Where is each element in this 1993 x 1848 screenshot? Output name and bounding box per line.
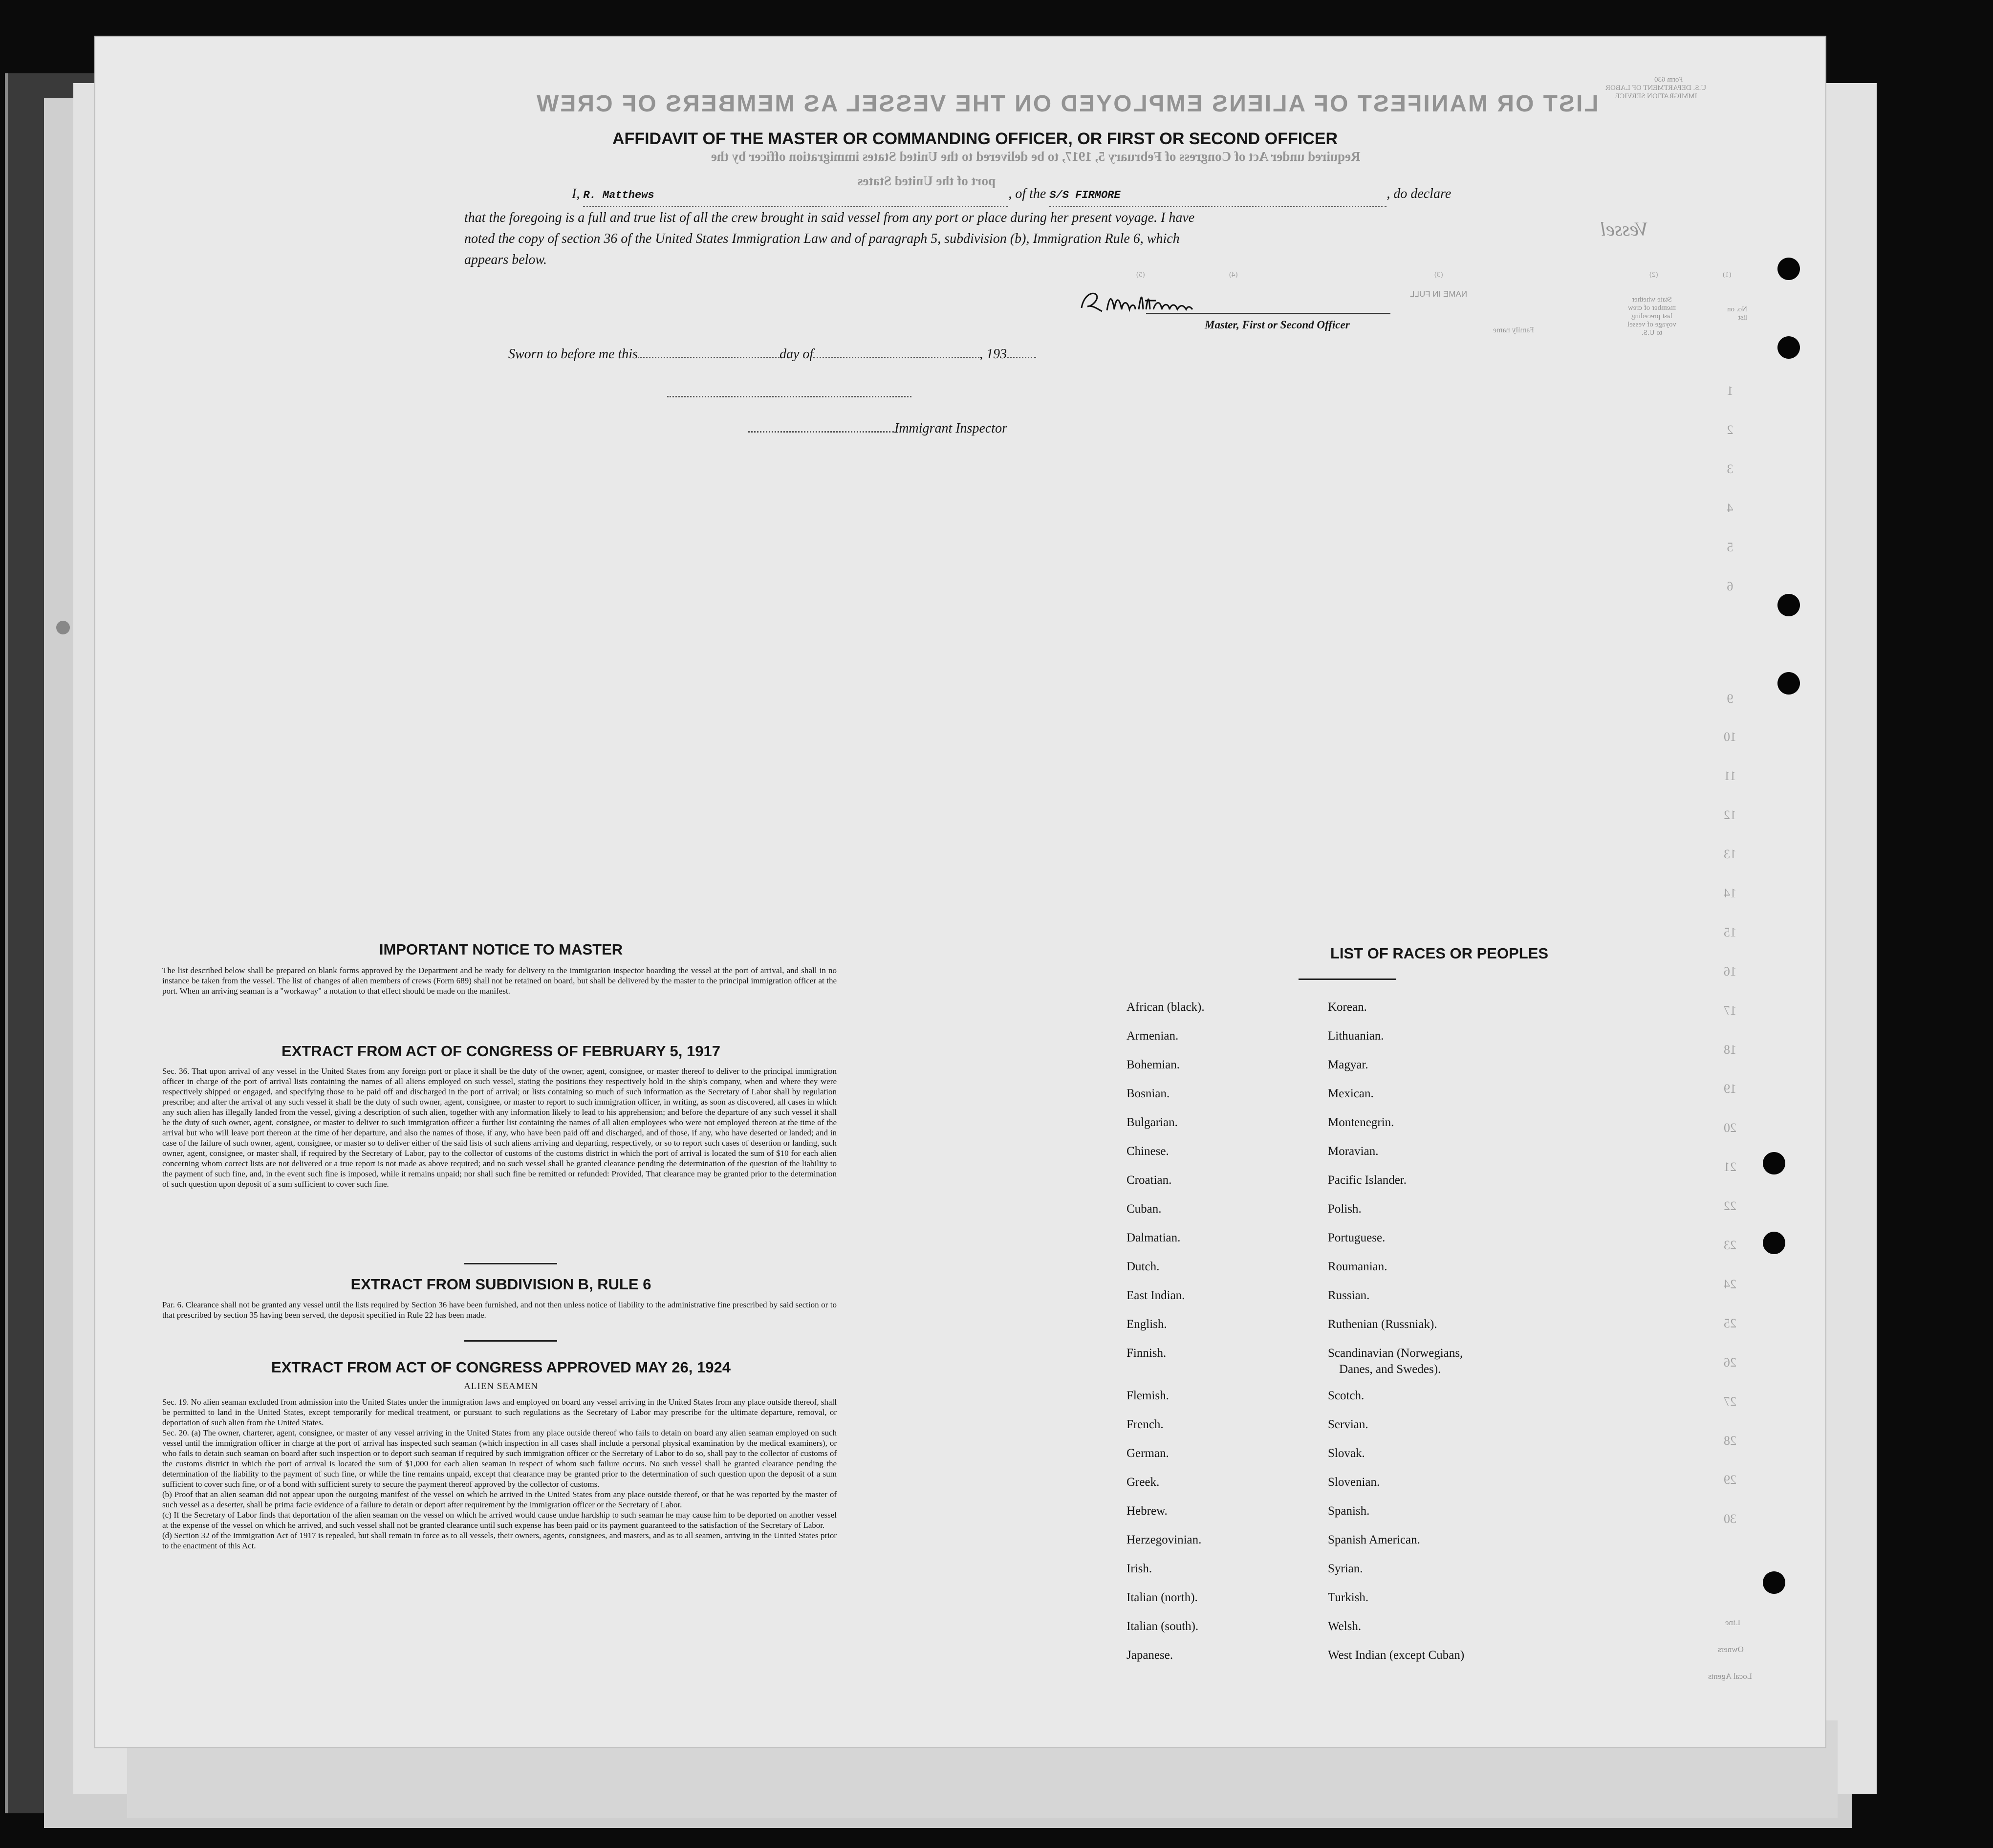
bleed-through-row-number: 13: [1724, 847, 1736, 861]
race-item: Ruthenian (Russniak).: [1328, 1318, 1437, 1331]
race-item: English.: [1126, 1318, 1167, 1331]
bleed-through-row-number: 21: [1724, 1160, 1736, 1174]
bleed-through-name-in-full: NAME IN FULL: [1410, 289, 1468, 299]
bleed-through-col-number: (5): [1136, 271, 1145, 279]
bleed-through-row-number: 20: [1724, 1121, 1736, 1135]
sec-19: Sec. 19. No alien seaman excluded from admission into the United States under the immigration laws and employed on board any vessel arriving in the United States from any place outside thereof, shall be permitted to land in the United States, except temporarily for medical treatment, or pursuant to such regulations as the Secretary of Labor may prescribe for the ultimate departure, removal, or deportation of such alien from the United States.: [162, 1397, 837, 1427]
sworn-year: , 193: [979, 347, 1007, 362]
inspector-line: [748, 418, 1007, 439]
inspector-caption: Immigrant Inspector: [894, 421, 1007, 436]
affidavit-body: [464, 183, 1481, 270]
race-item: Spanish.: [1328, 1504, 1370, 1518]
bleed-through-row-number: 28: [1724, 1434, 1736, 1448]
affidavit-line: appears below.: [464, 252, 547, 267]
bleed-through-row-number: 11: [1724, 769, 1736, 783]
bleed-through-col-number: (3): [1434, 271, 1443, 279]
race-item: Mexican.: [1328, 1087, 1374, 1100]
affidavit-line: that the foregoing is a full and true list of all the crew brought in said vessel from any port or place during her present voyage. I have: [464, 210, 1195, 225]
sworn-day: day of: [779, 347, 814, 362]
race-item: Flemish.: [1126, 1389, 1169, 1402]
bleed-through-row-number: 10: [1724, 730, 1736, 744]
bleed-through-row-number: 29: [1724, 1473, 1736, 1487]
bleed-through-row-number: 27: [1724, 1394, 1736, 1409]
punch-hole: [1777, 672, 1800, 695]
bleed-through-row-number: 1: [1727, 384, 1733, 398]
sec-20d: (d) Section 32 of the Immigration Act of 1917 is repealed, but shall remain in force as to all vessels, their owners, agents, consignees, and masters, and as to all seamen, arriving in the United States prior to the enactment of this Act.: [162, 1531, 837, 1550]
extract-1924-title: EXTRACT FROM ACT OF CONGRESS APPROVED MAY 26, 1924: [271, 1359, 731, 1376]
bleed-through-col-number: (4): [1229, 271, 1238, 279]
bleed-through-subtitle: Required under Act of Congress of February 5, 1917, to be delivered to the United States immigration officer by the: [711, 149, 1361, 164]
race-item: Portuguese.: [1328, 1231, 1386, 1244]
race-item: Welsh.: [1328, 1620, 1362, 1633]
bleed-through-col-no: No. on list: [1727, 305, 1747, 322]
affidavit-line: noted the copy of section 36 of the United States Immigration Law and of paragraph 5, subdivision (b), Immigration Rule 6, which: [464, 231, 1180, 246]
punch-hole: [56, 621, 70, 634]
manifest-page: [95, 37, 1825, 1747]
punch-hole: [1777, 258, 1800, 280]
bleed-through-col-number: (2): [1649, 271, 1658, 279]
race-item: Russian.: [1328, 1289, 1370, 1302]
extract-rule6-body: Par. 6. Clearance shall not be granted any vessel until the lists required by Section 36 have been furnished, and not then unless notice of liability to the administrative fine prescribed by said section or to that prescribed by section 35 having been served, the deposit specified in Rule 22 has been made.: [162, 1300, 837, 1320]
race-item: Spanish American.: [1328, 1533, 1420, 1546]
bleed-through-row-number: 22: [1724, 1199, 1736, 1213]
extract-1924-subtitle: ALIEN SEAMEN: [464, 1381, 538, 1391]
race-item: West Indian (except Cuban): [1328, 1649, 1465, 1662]
extract-1917-title: EXTRACT FROM ACT OF CONGRESS OF FEBRUARY 5, 1917: [282, 1043, 720, 1060]
bleed-through-row-number: 3: [1727, 462, 1733, 476]
race-item: Roumanian.: [1328, 1260, 1387, 1273]
signature-line: [667, 396, 911, 397]
bleed-through-bottom-label: Owners: [1718, 1645, 1744, 1654]
bleed-through-bottom-label: Local Agents: [1708, 1672, 1753, 1681]
race-item: Servian.: [1328, 1418, 1368, 1431]
race-item: Magyar.: [1328, 1058, 1368, 1071]
race-item: Chinese.: [1126, 1145, 1169, 1158]
sworn-line: [508, 344, 1036, 365]
bleed-through-subtitle2: port of the United States: [858, 174, 996, 188]
extract-1917-body: Sec. 36. That upon arrival of any vessel in the United States from any foreign port or place it shall be the duty of the owner, agent, consignee, or master thereof to deliver to the principal immigration officer in charge of the port of arrival lists containing the names of all aliens employed on such vessel, stating the positions they respectively hold in the ship's company, when and where they were respectively shipped or engaged, and specifying those to be paid off and discharged in the port of arrival; or lists containing so much of such information as the Secretary of Labor shall by regulation prescribe; and after the arrival of any such vessel it shall be the duty of such owner, agent, consignee, or master to report to such immigration officer, in writing, as soon as discovered, all cases in which any such alien has illegally landed from the vessel, giving a description of such alien, together with any information likely to lead to his apprehension; and before the departure of any such vessel it shall be the duty of such owner, agent, consignee, or master to deliver to such immigration officer a further list containing the names of all alien employees who were not employed thereon at the time of the arrival but who will leave port thereon at the time of her departure, and also the names of those, if any, who have been paid off and discharged, and of those, if any, who have deserted or landed; and in case of the failure of such owner, agent, consignee, or master so to deliver either of the said lists of such aliens arriving and departing, respectively, or so to report such cases of desertion or landing, such owner, agent, consignee, or master shall, if required by the Secretary of Labor, pay to the collector of customs of the customs district in which the port of arrival is located the sum of $10 for each alien concerning whom correct lists are not delivered or a true report is not made as above required; and no such vessel shall be granted clearance pending the determination of the question of the liability to the payment of such fine, and, in the event such fine is imposed, while it remains unpaid; nor shall such fine be remitted or refunded: Provided, That clearance may be granted prior to the determination of such question upon deposit of a sum sufficient to cover such fine.: [162, 1066, 837, 1189]
race-item: East Indian.: [1126, 1289, 1185, 1302]
officer-name: R. Matthews: [583, 189, 654, 201]
i-label: I,: [572, 186, 580, 201]
bleed-through-row-number: 12: [1724, 808, 1736, 822]
race-item: Italian (north).: [1126, 1591, 1198, 1604]
bleed-through-row-number: 16: [1724, 964, 1736, 978]
punch-hole: [1777, 594, 1800, 616]
race-item: Slovenian.: [1328, 1476, 1380, 1489]
divider: [464, 1340, 557, 1342]
race-item: Bosnian.: [1126, 1087, 1170, 1100]
race-item: Irish.: [1126, 1562, 1152, 1575]
sec-20c: (c) If the Secretary of Labor finds that deportation of the alien seaman on the vessel on which he arrived would cause undue hardship to such seaman he may cause him to be deported on another vessel at the expense of the vessel on which he arrived, and such vessel shall not be granted clearance until such expense has been paid or its payment guaranteed to the satisfaction of the Secretary of Labor.: [162, 1510, 837, 1530]
bleed-through-col-state: State whether member of crew last preceding voyage of vessel to U.S.: [1627, 296, 1676, 337]
bleed-through-row-number: 6: [1727, 579, 1733, 593]
race-item: Herzegovinian.: [1126, 1533, 1202, 1546]
bleed-through-row-number: 25: [1724, 1316, 1736, 1330]
race-item: Slovak.: [1328, 1447, 1365, 1460]
race-item: Pacific Islander.: [1328, 1174, 1407, 1187]
of-the-label: , of the: [1008, 186, 1046, 201]
race-item: Moravian.: [1328, 1145, 1379, 1158]
signature-caption: Master, First or Second Officer: [1205, 319, 1350, 331]
sworn-prefix: Sworn to before me this: [508, 347, 638, 362]
race-item: Dalmatian.: [1126, 1231, 1181, 1244]
sec-20b: (b) Proof that an alien seaman did not appear upon the outgoing manifest of the vessel on which he arrived in the United States from any place outside thereof, or that he was reported by the master of such vessel as a deserter, shall be prima facie evidence of a failure to detain or deport after requirement by the immigration officer or the Secretary of Labor.: [162, 1490, 837, 1509]
race-item: Korean.: [1328, 1000, 1367, 1014]
race-item: Bohemian.: [1126, 1058, 1180, 1071]
signature: [1073, 281, 1219, 320]
race-item: Croatian.: [1126, 1174, 1172, 1187]
race-item: Polish.: [1328, 1202, 1362, 1216]
bleed-through-form-line: IMMIGRATION SERVICE: [1615, 92, 1697, 100]
bleed-through-row-number: 17: [1724, 1003, 1736, 1018]
bleed-through-row-number: 5: [1727, 540, 1733, 554]
vessel-name: S/S FIRMORE: [1049, 189, 1121, 201]
race-item: German.: [1126, 1447, 1169, 1460]
bleed-through-row-number: 30: [1724, 1512, 1736, 1526]
bleed-through-vessel-label: Vessel: [1601, 218, 1648, 240]
race-item: Danes, and Swedes).: [1339, 1363, 1441, 1376]
race-item: Japanese.: [1126, 1649, 1173, 1662]
race-item: African (black).: [1126, 1000, 1205, 1014]
race-item: Scotch.: [1328, 1389, 1365, 1402]
race-item: Syrian.: [1328, 1562, 1363, 1575]
notice-title: IMPORTANT NOTICE TO MASTER: [379, 941, 623, 958]
bleed-through-row-number: 4: [1727, 501, 1733, 515]
race-item: Bulgarian.: [1126, 1116, 1178, 1129]
affidavit-title: AFFIDAVIT OF THE MASTER OR COMMANDING OFFICER, OR FIRST OR SECOND OFFICER: [612, 130, 1338, 148]
race-item: Italian (south).: [1126, 1620, 1199, 1633]
do-declare-label: , do declare: [1386, 186, 1451, 201]
race-item: Turkish.: [1328, 1591, 1369, 1604]
race-item: Hebrew.: [1126, 1504, 1168, 1518]
race-item: Finnish.: [1126, 1347, 1167, 1360]
bleed-through-row-number: 26: [1724, 1355, 1736, 1370]
bleed-through-row-number: 14: [1724, 886, 1736, 900]
bleed-through-row-number: 15: [1724, 925, 1736, 939]
extract-rule6-title: EXTRACT FROM SUBDIVISION B, RULE 6: [350, 1276, 651, 1293]
bleed-through-col-number: (1): [1723, 271, 1732, 279]
bleed-through-row-number: 2: [1727, 423, 1733, 437]
sec-20a: Sec. 20. (a) The owner, charterer, agent, consignee, or master of any vessel arriving in the United States from any place outside thereof who fails to detain on board any alien seaman employed on such vessel until the immigration officer in charge at the port of arrival has inspected such seaman (which inspection in all cases shall include a personal physical examination by the medical examiners), or who fails to detain such seaman on board after such inspection or to deport such seaman if required by such immigration officer or the Secretary of Labor to do so, shall pay to the collector of customs of the customs district in which the port of arrival is located the sum of $1,000 for each alien seaman in respect of whom such failure occurs. No such vessel shall be granted clearance pending the determination of the liability to the payment of such fine, or while the fine remains unpaid, except that clearance may be granted prior to the determination of such question upon the deposit of a sum sufficient to cover such fine, or of a bond with sufficient surety to secure the payment thereof approved by the collector of customs.: [162, 1428, 837, 1489]
race-item: Lithuanian.: [1328, 1029, 1384, 1043]
race-item: Montenegrin.: [1328, 1116, 1394, 1129]
bleed-through-row-number: 9: [1727, 692, 1733, 706]
bleed-through-form-line: Form 630: [1654, 76, 1683, 84]
race-item: Dutch.: [1126, 1260, 1160, 1273]
bleed-through-form-line: U.S. DEPARTMENT OF LABOR: [1605, 84, 1707, 92]
bleed-through-bottom-label: Line: [1725, 1618, 1741, 1627]
bleed-through-title: LIST OR MANIFEST OF ALIENS EMPLOYED ON THE VESSEL AS MEMBERS OF CREW: [535, 91, 1599, 117]
race-item: Armenian.: [1126, 1029, 1179, 1043]
notice-body: The list described below shall be prepared on blank forms approved by the Department and be ready for delivery to the immigration inspector boarding the vessel at the port of arrival, and shall in no instance be taken from the vessel. The list of changes of alien members of crews (Form 689) shall not be retained on board, but shall be delivered by the master to the principal immigration officer at the port. When an arriving seaman is a "workaway" a notation to that effect should be made on the manifest.: [162, 966, 837, 996]
bleed-through-row-number: 18: [1724, 1043, 1736, 1057]
punch-hole: [1763, 1152, 1785, 1174]
races-title: LIST OF RACES OR PEOPLES: [1330, 945, 1549, 962]
bleed-through-row-number: 23: [1724, 1238, 1736, 1252]
race-item: Greek.: [1126, 1476, 1160, 1489]
bleed-through-row-number: 24: [1724, 1277, 1736, 1291]
bleed-through-row-number: 19: [1724, 1082, 1736, 1096]
divider: [1299, 978, 1396, 980]
punch-hole: [1763, 1232, 1785, 1254]
punch-hole: [1763, 1571, 1785, 1594]
race-item: Cuban.: [1126, 1202, 1162, 1216]
race-item: French.: [1126, 1418, 1164, 1431]
extract-1924-body: [162, 1397, 837, 1551]
divider: [464, 1263, 557, 1264]
punch-hole: [1777, 336, 1800, 359]
bleed-through-family-name: Family name: [1493, 326, 1534, 334]
race-item: Scandinavian (Norwegians,: [1328, 1347, 1463, 1360]
